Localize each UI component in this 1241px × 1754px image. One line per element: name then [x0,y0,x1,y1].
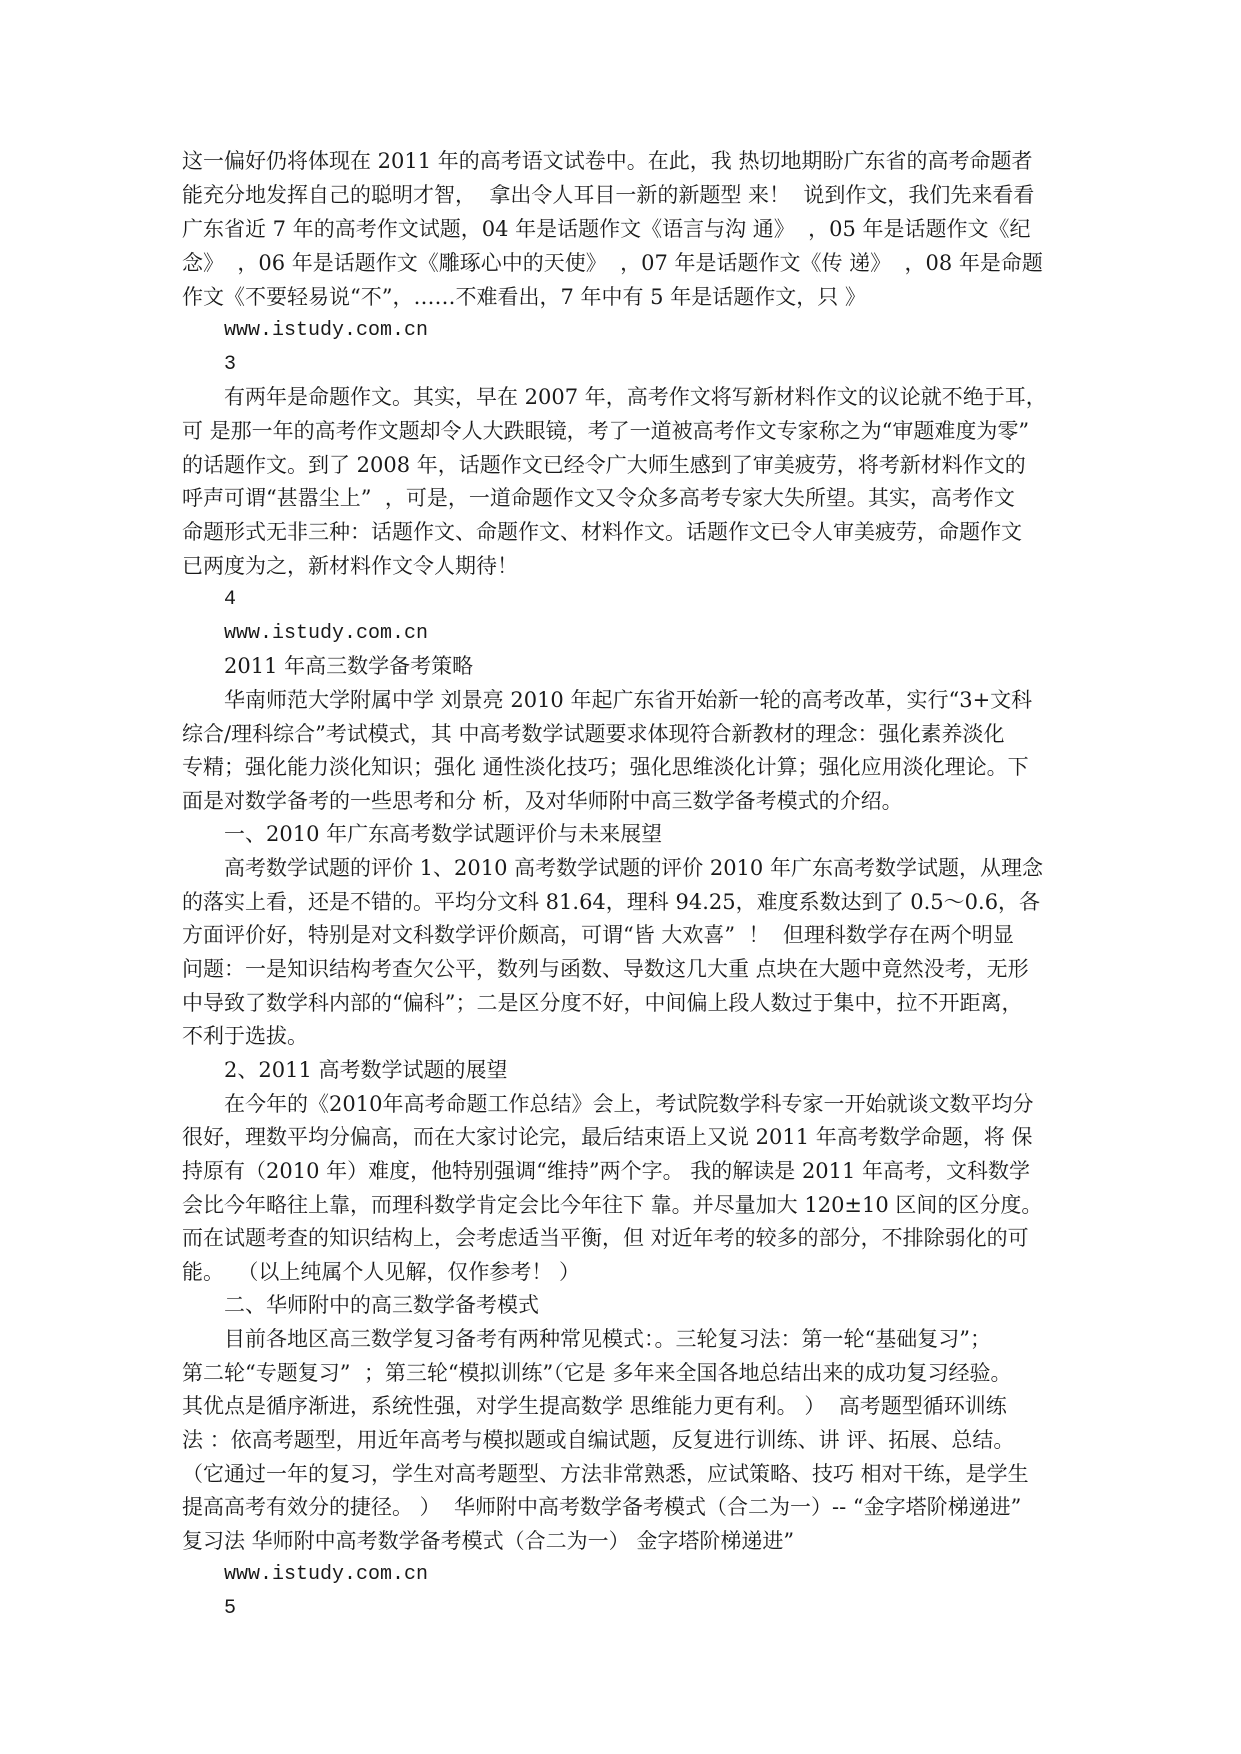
paragraph-line: 的话题作文。到了 2008 年，话题作文已经令广大师生感到了审美疲劳，将考新材料作文的 [182,453,1026,477]
paragraph-line: 法 ：依高考题型，用近年高考与模拟题或自编试题，反复进行训练、讲 评、拓展、总结。 [182,1428,1015,1452]
paragraph-line: 综合/理科综合”考试模式，其 中高考数学试题要求体现符合新教材的理念：强化素养淡化 [182,722,1005,746]
paragraph-line: 而在试题考查的知识结构上，会考虑适当平衡，但 对近年考的较多的部分，不排除弱化的可 [182,1226,1029,1250]
page-number: 4 [224,588,237,611]
paragraph-line: 能。 （以上纯属个人见解，仅作参考！ ） [182,1260,581,1284]
paragraph-line: 持原有（2010 年）难度，他特别强调“维持”两个字。 我的解读是 2011 年高考，文科数学 [182,1159,1031,1183]
paragraph-line: 第二轮“专题复习” ；第三轮“模拟训练”（它是 多年来全国各地总结出来的成功复习经验。 [182,1361,1012,1385]
paragraph-line: 呼声可谓“甚嚣尘上” ，可是，一道命题作文又令众多高考专家大失所望。其实，高考作文 [182,486,1015,510]
subsection-heading: 2、2011 高考数学试题的展望 [224,1058,508,1082]
paragraph-line: 面是对数学备考的一些思考和分 析，及对华师附中高三数学备考模式的介绍。 [182,789,903,813]
paragraph-line: 不利于选拔。 [182,1024,308,1048]
paragraph-line: 在今年的《2010年高考命题工作总结》会上，考试院数学科专家一开始就谈文数平均分 [224,1092,1034,1116]
paragraph-line: 其优点是循序渐进，系统性强，对学生提高数学 思维能力更有利。 ） 高考题型循环训练 [182,1394,1007,1418]
paragraph-line: 目前各地区高三数学复习备考有两种常见模式：。三轮复习法：第一轮“基础复习”； [224,1327,991,1351]
paragraph-line: 方面评价好，特别是对文科数学评价颇高，可谓“皆 大欢喜” ！ 但理科数学存在两个明显 [182,923,1014,947]
website-footer: www.istudy.com.cn [224,1563,429,1586]
paragraph-line: 问题：一是知识结构考查欠公平，数列与函数、导数这几大重 点块在大题中竟然没考，无形 [182,957,1029,981]
paragraph-line: 这一偏好仍将体现在 2011 年的高考语文试卷中。在此，我 热切地期盼广东省的高考命题者 [182,149,1033,173]
article-title: 2011 年高三数学备考策略 [224,654,474,678]
paragraph-line: 复习法 华师附中高考数学备考模式（合二为一） 金字塔阶梯递进” [182,1529,795,1553]
page-number: 3 [224,353,237,376]
paragraph-line: 中导致了数学科内部的“偏科”；二是区分度不好，中间偏上段人数过于集中，拉不开距离， [182,991,1023,1015]
paragraph-line: 华南师范大学附属中学 刘景亮 2010 年起广东省开始新一轮的高考改革，实行“3+文科 [224,688,1033,712]
paragraph-line: 的落实上看，还是不错的。平均分文科 81.64，理科 94.25，难度系数达到了 0.5～0.6，各 [182,890,1041,914]
section-heading: 二、华师附中的高三数学备考模式 [224,1293,539,1317]
paragraph-line: （它通过一年的复习，学生对高考题型、方法非常熟悉，应试策略、技巧 相对干练，是学生 [182,1462,1029,1486]
website-footer: www.istudy.com.cn [224,319,429,342]
paragraph-line: 已两度为之，新材料作文令人期待！ [182,554,518,578]
paragraph-line: 高考数学试题的评价 1、2010 高考数学试题的评价 2010 年广东高考数学试题，从理念 [224,856,1043,880]
section-heading: 一、2010 年广东高考数学试题评价与未来展望 [224,822,663,846]
paragraph-line: 会比今年略往上靠，而理科数学肯定会比今年往下 靠。并尽量加大 120±10 区间的区分度。 [182,1193,1043,1217]
paragraph-line: 命题形式无非三种：话题作文、命题作文、材料作文。话题作文已令人审美疲劳，命题作文 [182,520,1022,544]
paragraph-line: 有两年是命题作文。其实，早在 2007 年，高考作文将写新材料作文的议论就不绝于耳， [224,385,1047,409]
website-footer: www.istudy.com.cn [224,622,429,645]
paragraph-line: 专精；强化能力淡化知识；强化 通性淡化技巧；强化思维淡化计算；强化应用淡化理论。下 [182,755,1029,779]
paragraph-line: 广东省近 7 年的高考作文试题，04 年是话题作文《语言与沟 通》 ，05 年是话题作文《纪 [182,217,1031,241]
paragraph-line: 能充分地发挥自己的聪明才智， 拿出令人耳目一新的新题型 来！ 说到作文，我们先来看看 [182,183,1035,207]
paragraph-line: 作文《不要轻易说“不”，……不难看出，7 年中有 5 年是话题作文，只 》 [182,285,866,309]
paragraph-line: 可 是那一年的高考作文题却令人大跌眼镜，考了一道被高考作文专家称之为“审题难度为零” [182,419,1030,443]
paragraph-line: 很好，理数平均分偏高，而在大家讨论完，最后结束语上又说 2011 年高考数学命题，将 保 [182,1125,1033,1149]
paragraph-line: 念》 ，06 年是话题作文《雕琢心中的天使》 ，07 年是话题作文《传 递》 ，08 年是命题 [182,251,1043,275]
page-number: 5 [224,1597,237,1620]
paragraph-line: 提高高考有效分的捷径。 ） 华师附中高考数学备考模式（合二为一）-- “金字塔阶梯递进” [182,1495,1022,1519]
